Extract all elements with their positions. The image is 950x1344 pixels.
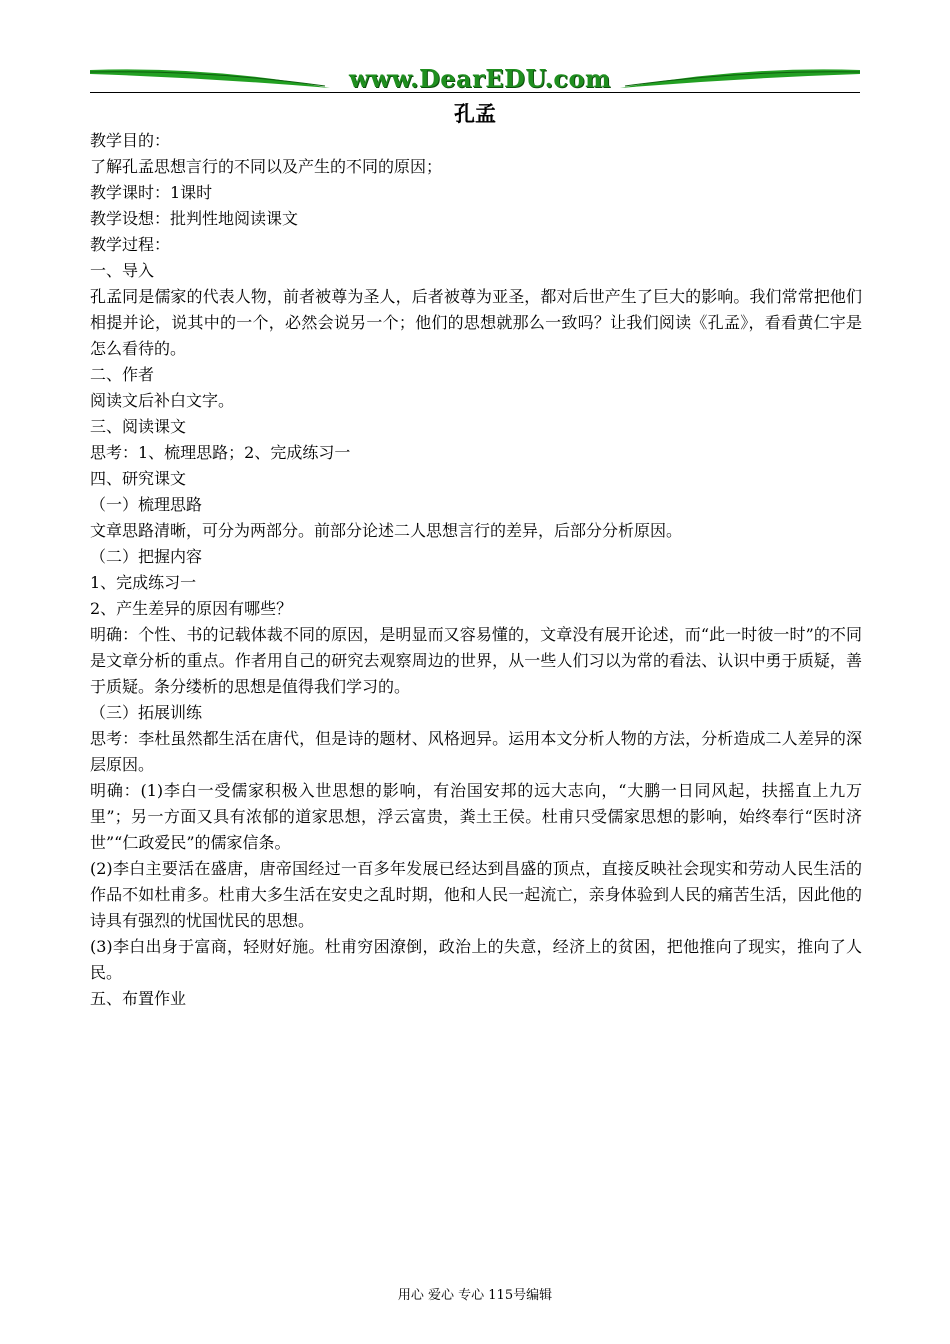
paragraph: 教学设想：批判性地阅读课文: [90, 209, 299, 228]
subsection-heading: （三）拓展训练: [90, 703, 203, 722]
subsection-heading: （二）把握内容: [90, 547, 203, 566]
document-title: 孔孟: [454, 102, 496, 126]
paragraph: (2)李白主要活在盛唐，唐帝国经过一百多年发展已经达到昌盛的顶点，直接反映社会现实和劳动人民生活的作品不如杜甫多。杜甫大多生活在安史之乱时期，他和人民一起流亡，亲身体验到人民的痛苦生活，因此他的诗具有强烈的忧国忧民的思想。: [90, 859, 862, 930]
paragraph: 教学课时：1课时: [90, 183, 213, 202]
section-heading: 四、研究课文: [90, 469, 187, 488]
section-heading: 一、导入: [90, 261, 155, 280]
paragraph: 文章思路清晰，可分为两部分。前部分论述二人思想言行的差异，后部分分析原因。: [90, 521, 683, 540]
header-divider: [90, 92, 860, 93]
section-heading: 三、阅读课文: [90, 417, 187, 436]
page-header: [90, 58, 860, 96]
paragraph: 思考：1、梳理思路；2、完成练习一: [90, 443, 351, 462]
document-body: [90, 128, 862, 1012]
section-heading: 五、布置作业: [90, 989, 187, 1008]
page-footer: 用心 爱心 专心 115号编辑: [397, 1288, 553, 1303]
paragraph: 阅读文后补白文字。: [90, 391, 235, 410]
paragraph: 1、完成练习一: [90, 573, 197, 592]
section-heading: 二、作者: [90, 365, 155, 384]
paragraph: (3)李白出身于富商，轻财好施。杜甫穷困潦倒，政治上的失意，经济上的贫困，把他推向了现实，推向了人民。: [90, 937, 862, 982]
paragraph: 明确：个性、书的记载体裁不同的原因，是明显而又容易懂的，文章没有展开论述，而“此一时彼一时”的不同是文章分析的重点。作者用自己的研究去观察周边的世界，从一些人们习以为常的看法、认识中勇于质疑，善于质疑。条分缕析的思想是值得我们学习的。: [90, 625, 862, 696]
paragraph: 2、产生差异的原因有哪些？: [90, 599, 293, 618]
paragraph: 孔孟同是儒家的代表人物，前者被尊为圣人，后者被尊为亚圣，都对后世产生了巨大的影响。我们常常把他们相提并论，说其中的一个，必然会说另一个；他们的思想就那么一致吗？让我们阅读《孔孟》，看看黄仁宇是怎么看待的。: [90, 287, 862, 358]
paragraph: 明确：(1)李白一受儒家积极入世思想的影响，有治国安邦的远大志向，“大鹏一日同风起，扶摇直上九万里”；另一方面又具有浓郁的道家思想，浮云富贵，粪土王侯。杜甫只受儒家思想的影响，始终奉行“医时济世”“仁政爱民”的儒家信条。: [90, 781, 862, 852]
subsection-heading: （一）梳理思路: [90, 495, 203, 514]
paragraph: 思考：李杜虽然都生活在唐代，但是诗的题材、风格迥异。运用本文分析人物的方法，分析造成二人差异的深层原因。: [90, 729, 862, 774]
paragraph: 教学目的：: [90, 131, 171, 150]
paragraph: 了解孔孟思想言行的不同以及产生的不同的原因；: [90, 157, 443, 176]
paragraph: 教学过程：: [90, 235, 171, 254]
site-logo: www.DearEDU.com: [349, 64, 611, 93]
